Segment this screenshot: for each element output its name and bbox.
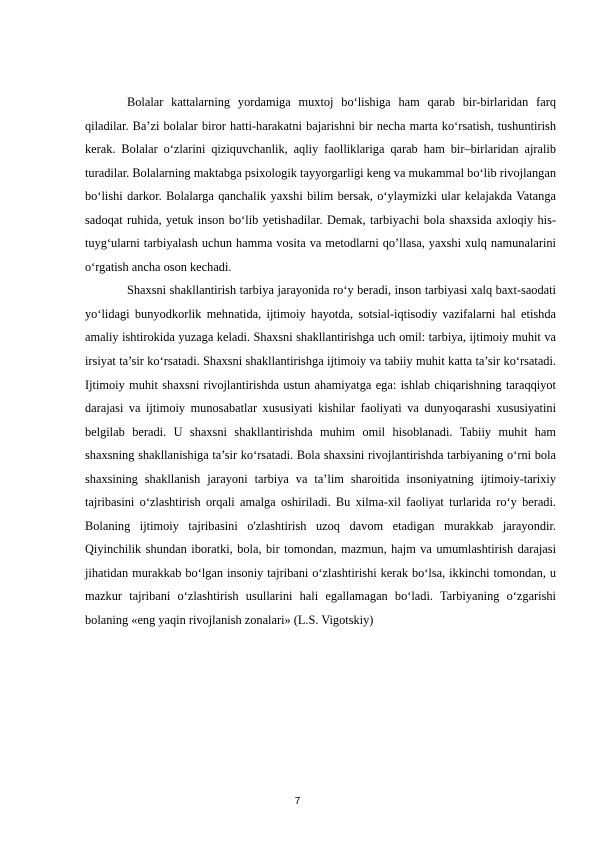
- paragraph-1: Bolalar kattalarning yordamiga muxtoj boʻlishiga ham qarab bir-birlaridan farq qiladilar. Ba’zi bolalar biror hatti-harakatni bajarishni bir necha marta koʻrsatish, tushuntirish kerak. Bolalar oʻzlarini qiziquvchanlik, aqliy faolliklariga qarab ham bir–birlaridan ajralib turadilar. Bolalarning maktabga psixologik tayyorgarligi keng va mukammal boʻlib rivojlangan boʻlishi darkor. Bolalarga qanchalik yaxshi bilim bersak, oʻylaymizki ular kelajakda Vatanga sadoqat ruhida, yetuk inson boʻlib yetishadilar. Demak, tarbiyachi bola shaxsida axloqiy his-tuygʻularni tarbiyalash uchun hamma vosita va metodlarni qo’llasa, yaxshi xulq namunalarini oʻrgatish ancha oson kechadi.: [85, 95, 556, 274]
- body-text: [85, 91, 556, 633]
- page-number: 7: [294, 796, 301, 807]
- paragraph-2: Shaxsni shakllantirish tarbiya jarayonida ro‘y beradi, inson tarbiyasi xalq baxt-saodati yo‘lidagi bunyodkorlik mehnatida, ijtimoiy hayotda, sotsial-iqtisodiy vazifalarni hal etishda amaliy ishtirokida yuzaga keladi. Shaxsni shakllantirishga uch omil: tarbiya, ijtimoiy muhit va irsiyat ta’sir ko‘rsatadi. Shaxsni shakllantirishga ijtimoiy va tabiiy muhit katta ta’sir ko‘rsatadi. Ijtimoiy muhit shaxsni rivojlantirishda ustun ahamiyatga ega: ishlab chiqarishning taraqqiyot darajasi va ijtimoiy munosabatlar xususiyati kishilar faoliyati va dunyoqarashi xususiyatini belgilab beradi. U shaxsni shakllantirishda muhim omil hisoblanadi. Tabiiy muhit ham shaxsning shakllanishiga ta’sir ko‘rsatadi. Bola shaxsini rivojlantirishda tarbiyaning o‘rni bola shaxsining shakllanish jarayoni tarbiya va ta’lim sharoitida insoniyatning ijtimoiy-tarixiy tajribasini o‘zlashtirish orqali amalga oshiriladi. Bu xilma-xil faoliyat turlarida ro‘y beradi. Bolaning ijtimoiy tajribasini o'zlashtirish uzoq davom etadigan murakkab jarayondir. Qiyinchilik shundan iboratki, bola, bir tomondan, mazmun, hajm va umumlashtirish darajasi jihatidan murakkab bo‘lgan insoniy tajribani o‘zlashtirishi kerak bo‘lsa, ikkinchi tomondan, u mazkur tajribani o‘zlashtirish usullarini hali egallamagan bo‘ladi. Tarbiyaning o‘zgarishi bolaning «eng yaqin rivojlanish zonalari» (L.S. Vigotskiy): [85, 283, 556, 628]
